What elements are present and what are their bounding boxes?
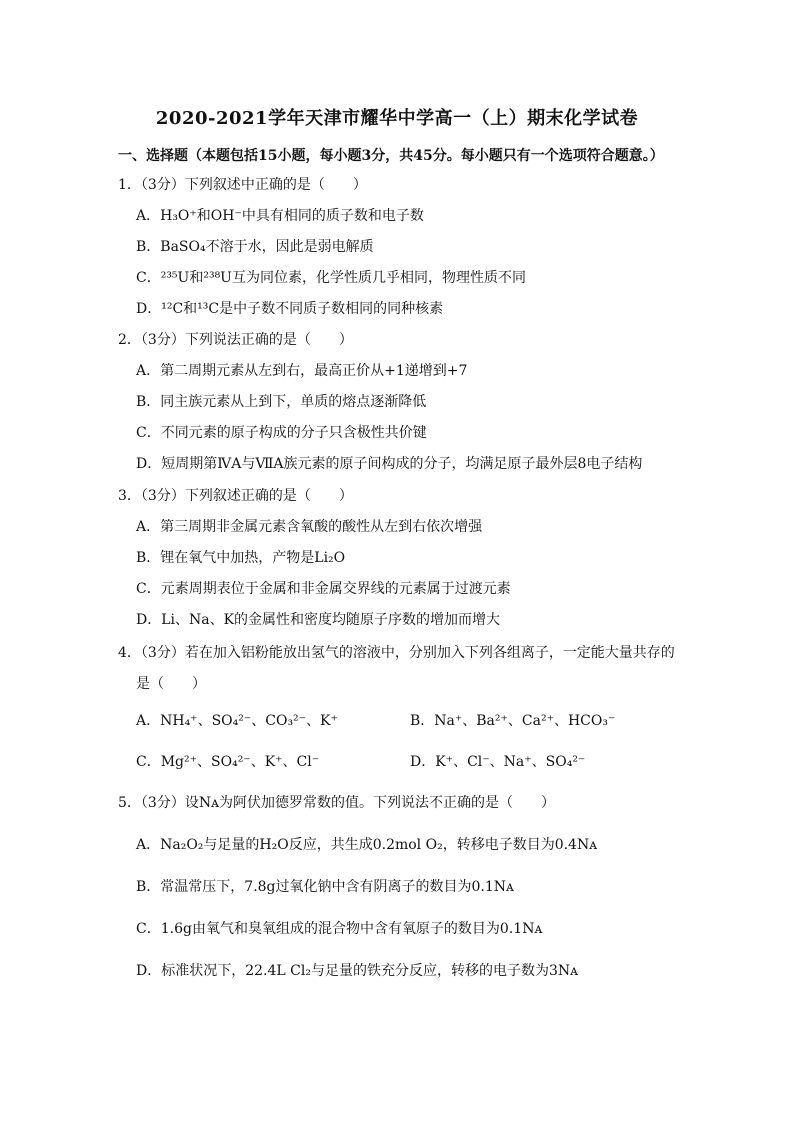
question-4-option-d: D．K⁺、Cl⁻、Na⁺、SO₄²⁻ (410, 754, 586, 770)
question-3-option-b: B．锂在氧气中加热，产物是Li₂O (136, 550, 346, 566)
question-2-option-c: C．不同元素的原子构成的分子只含极性共价键 (136, 425, 427, 441)
question-2-stem: 2．（3分）下列说法正确的是（ ） (118, 332, 353, 348)
question-4-option-a: A．NH₄⁺、SO₄²⁻、CO₃²⁻、K⁺ (136, 713, 338, 729)
question-5-option-a: A．Na₂O₂与足量的H₂O反应，共生成0.2mol O₂，转移电子数目为0.4Nᴀ (136, 837, 598, 853)
question-2-option-b: B．同主族元素从上到下，单质的熔点逐渐降低 (136, 394, 427, 410)
question-4-option-c: C．Mg²⁺、SO₄²⁻、K⁺、Cl⁻ (136, 754, 320, 770)
question-5-stem: 5．（3分）设Nᴀ为阿伏加德罗常数的值。下列说法不正确的是（ ） (118, 795, 555, 811)
question-1-option-d: D．¹²C和¹³C是中子数不同质子数相同的同种核素 (136, 301, 444, 317)
question-4-option-b: B．Na⁺、Ba²⁺、Ca²⁺、HCO₃⁻ (410, 713, 616, 729)
question-3-stem: 3．（3分）下列叙述正确的是（ ） (118, 488, 353, 504)
question-5-option-d: D．标准状况下，22.4L Cl₂与足量的铁充分反应，转移的电子数为3Nᴀ (136, 963, 579, 979)
question-1-option-a: A．H₃O⁺和OH⁻中具有相同的质子数和电子数 (136, 208, 424, 224)
question-3-option-a: A．第三周期非金属元素含氧酸的酸性从左到右依次增强 (136, 519, 483, 535)
question-2-option-d: D．短周期第ⅣA与ⅦA族元素的原子间构成的分子，均满足原子最外层8电子结构 (136, 456, 643, 472)
question-4-stem-line1: 4．（3分）若在加入铝粉能放出氢气的溶液中，分别加入下列各组离子，一定能大量共存的 (118, 645, 675, 661)
question-1-option-c: C．²³⁵U和²³⁸U互为同位素，化学性质几乎相同，物理性质不同 (136, 270, 526, 286)
question-1-stem: 1．（3分）下列叙述中正确的是（ ） (118, 177, 367, 193)
question-1-option-b: B．BaSO₄不溶于水，因此是弱电解质 (136, 239, 374, 255)
exam-title: 2020-2021学年天津市耀华中学高一（上）期末化学试卷 (155, 108, 639, 129)
section-heading: 一、选择题（本题包括15小题，每小题3分，共45分。每小题只有一个选项符合题意。） (118, 148, 664, 164)
question-3-option-d: D．Li、Na、K的金属性和密度均随原子序数的增加而增大 (136, 612, 501, 628)
question-2-option-a: A．第二周期元素从左到右，最高正价从+1递增到+7 (136, 363, 468, 379)
question-5-option-b: B．常温常压下，7.8g过氧化钠中含有阴离子的数目为0.1Nᴀ (136, 879, 514, 895)
question-4-stem-line2: 是（ ） (136, 676, 206, 692)
question-3-option-c: C．元素周期表位于金属和非金属交界线的元素属于过渡元素 (136, 581, 511, 597)
question-5-option-c: C．1.6g由氧气和臭氧组成的混合物中含有氧原子的数目为0.1Nᴀ (136, 921, 543, 937)
